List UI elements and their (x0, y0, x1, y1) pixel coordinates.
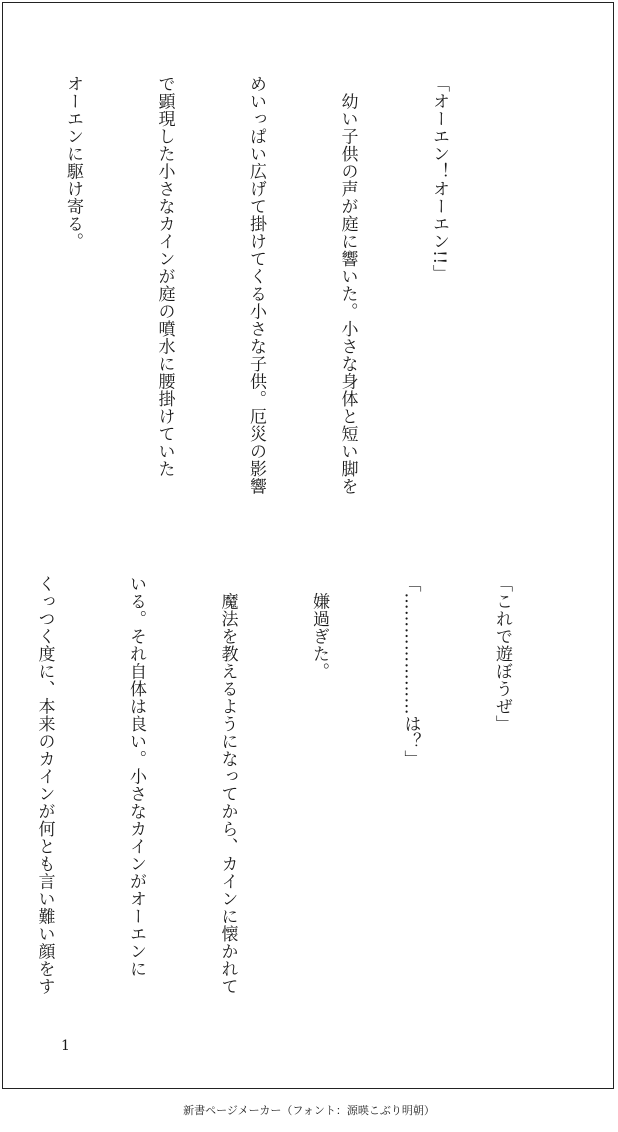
footer-caption: 新書ページメーカー（フォント：源暎こぶり明朝） (183, 1104, 435, 1117)
text-block-top (0, 75, 515, 531)
text-line: めいっぱい広げて掛けてくる小さな子供。厄災の影響 (246, 75, 266, 495)
text-line: 「これで遊ぼうぜ」 (492, 575, 512, 733)
text-line: 幼い子供の声が庭に響いた。小さな身体と短い脚を (337, 75, 358, 495)
text-line: いる。それ自体は良い。小さなカインがオーエンに (126, 575, 146, 978)
text-line: 魔法を教えるようになってから、カインに懐かれて (217, 575, 238, 995)
text-block-bottom (0, 575, 578, 1031)
page-number: 1 (61, 1038, 70, 1054)
text-line: 「…………………は？」 (400, 575, 421, 768)
text-line: くっつく度に、本来のカインが何とも言い難い顔をす (34, 575, 55, 995)
text-line: 嫌過ぎた。 (309, 575, 329, 680)
text-line: で顕現した小さなカインが庭の噴水に腰掛けていた (154, 75, 175, 478)
book-page (2, 2, 614, 1089)
text-line: オーエンに駆け寄る。 (63, 75, 83, 250)
text-line: 「オーエン！オーエン!!」 (429, 75, 449, 283)
